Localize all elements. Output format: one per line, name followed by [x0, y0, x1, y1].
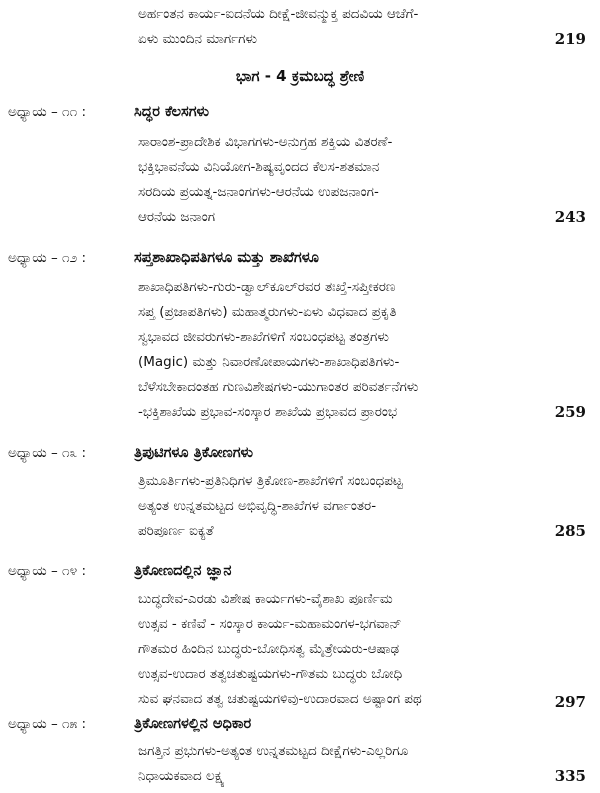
intro-page-number: 219	[554, 30, 586, 48]
chapter-12-line-3: ಸ್ವಭಾವದ ಜೀವರುಗಳು-ಶಾಖೆಗಳಿಗೆ ಸಂಬಂಧಪಟ್ಟ ತಂತ್ರಗಳು	[138, 329, 389, 345]
chapter-15-page-number: 335	[554, 767, 586, 785]
chapter-13-line-2: ಅತ್ಯಂತ ಉನ್ನತಮಟ್ಟದ ಅಭಿವೃದ್ಧಿ-ಶಾಖೆಗಳ ವರ್ಗಾಂತರ-	[138, 498, 377, 514]
chapter-15-title: ತ್ರಿಕೋಣಗಳಲ್ಲಿನ ಅಧಿಕಾರ	[134, 716, 252, 732]
chapter-14-line-4: ಉತ್ಸವ-ಉದಾರ ತತ್ವಚತುಷ್ಟಯಗಳು-ಗೌತಮ ಬುದ್ಧರು ಬೋಧಿ	[138, 666, 403, 682]
chapter-14-page-number: 297	[554, 693, 586, 711]
chapter-11-line-1: ಸಾರಾಂಶ-ಪ್ರಾದೇಶಿಕ ವಿಭಾಗಗಳು-ಅನುಗ್ರಹ ಶಕ್ತಿಯ ವಿತರಣೆ-	[138, 134, 393, 150]
chapter-15-line-1: ಜಗತ್ತಿನ ಪ್ರಭುಗಳು-ಅತ್ಯಂತ ಉನ್ನತಮಟ್ಟದ ದೀಕ್ಷೆಗಳು-ಎಲ್ಲರಿಗೂ	[138, 743, 409, 759]
chapter-11-line-4: ಆರನೆಯ ಜನಾಂಗ	[138, 209, 216, 225]
chapter-12-line-5: ಬೆಳೆಸಬೇಕಾದಂತಹ ಗುಣವಿಶೇಷಗಳು-ಯುಗಾಂತರ ಪರಿವರ್ತನೆಗಳು	[138, 379, 419, 395]
chapter-12-title: ಸಪ್ತಶಾಖಾಧಿಪತಿಗಳೂ ಮತ್ತು ಶಾಖೆಗಳೂ	[134, 250, 319, 266]
chapter-11-page-number: 243	[554, 208, 586, 226]
part-heading: ಭಾಗ - 4 ಕ್ರಮಬದ್ಧ ಶ್ರೇಣಿ	[235, 67, 365, 85]
chapter-15-line-2: ನಿಧಾಯಕವಾದ ಲಕ್ಷ್ಯ	[138, 768, 225, 784]
chapter-13-page-number: 285	[554, 522, 586, 540]
chapter-12-line-6: -ಭಕ್ತಿಶಾಖೆಯ ಪ್ರಭಾವ-ಸಂಸ್ಕಾರ ಶಾಖೆಯ ಪ್ರಭಾವದ ಪ್ರಾರಂಭ	[138, 404, 398, 420]
chapter-14-title: ತ್ರಿಕೋಣದಲ್ಲಿನ ಜ್ಞಾನ	[134, 563, 232, 579]
chapter-13-title: ತ್ರಿಪುಟಿಗಳೂ ತ್ರಿಕೋಣಗಳು	[134, 445, 254, 461]
chapter-15-label: ಅಧ್ಯಾಯ – ೧೫ :	[8, 716, 86, 732]
chapter-12-page-number: 259	[554, 403, 586, 421]
chapter-12-line-1: ಶಾಖಾಧಿಪತಿಗಳು-ಗುರು-ಡ್ವಾಲ್‌ಕೂಲ್‌ರವರ ತಃಖ್ತೆ-ಸಪ್ತೀಕರಣ	[138, 279, 396, 295]
chapter-12-line-2: ಸಪ್ತ (ಪ್ರಜಾಪತಿಗಳು) ಮಹಾತ್ಮರುಗಳು-ಏಳು ವಿಧವಾದ ಪ್ರಕೃತಿ	[138, 304, 397, 320]
chapter-11-label: ಅಧ್ಯಾಯ – ೧೧ :	[8, 104, 86, 120]
chapter-13-line-3: ಪರಿಪೂರ್ಣ ಐಕ್ಯತೆ	[138, 523, 214, 539]
chapter-14-line-2: ಉತ್ಸವ - ಕಣಿವೆ - ಸಂಸ್ಕಾರ ಕಾರ್ಯ-ಮಹಾಮಂಗಳ-ಭಗವಾನ್	[138, 616, 402, 632]
intro-line-2: ಏಳು ಮುಂದಿನ ಮಾರ್ಗಗಳು	[138, 31, 258, 47]
chapter-13-line-1: ತ್ರಿಮೂರ್ತಿಗಳು-ಪ್ರತಿನಿಧಿಗಳ ತ್ರಿಕೋಣ-ಶಾಖೆಗಳಿಗೆ ಸಂಬಂಧಪಟ್ಟ	[138, 473, 403, 489]
chapter-14-line-1: ಬುದ್ಧದೇವ-ಎರಡು ವಿಶೇಷ ಕಾರ್ಯಗಳು-ವೈಶಾಖ ಪೂರ್ಣಿಮ	[138, 591, 393, 607]
chapter-11-line-2: ಭಕ್ತಿಭಾವನೆಯ ವಿನಿಯೋಗ-ಶಿಷ್ಯವೃಂದದ ಕೆಲಸ-ಶತಮಾನ	[138, 159, 380, 175]
chapter-14-line-3: ಗೌತಮರ ಹಿಂದಿನ ಬುದ್ಧರು-ಬೋಧಿಸತ್ವ ಮೈತ್ರೇಯರು-ಆಷಾಢ	[138, 641, 400, 657]
chapter-14-label: ಅಧ್ಯಾಯ – ೧೪ :	[8, 563, 86, 579]
chapter-14-line-5: ಸುವ ಘನವಾದ ತತ್ವ ಚತುಷ್ಟಯಗಳಿವು-ಉದಾರವಾದ ಅಷ್ಟಾಂಗ ಪಥ	[138, 691, 422, 707]
chapter-13-label: ಅಧ್ಯಾಯ – ೧೩ :	[8, 445, 86, 461]
chapter-11-title: ಸಿದ್ಧರ ಕೆಲಸಗಳು	[134, 104, 210, 120]
chapter-11-line-3: ಸರದಿಯ ಪ್ರಯತ್ನ-ಜನಾಂಗಗಳು-ಆರನೆಯ ಉಪಜನಾಂಗ-	[138, 184, 379, 200]
chapter-12-line-4: (Magic) ಮತ್ತು ನಿವಾರಣೋಪಾಯಗಳು-ಶಾಖಾಧಿಪತಿಗಳು-	[138, 354, 400, 370]
chapter-12-label: ಅಧ್ಯಾಯ – ೧೨ :	[8, 250, 86, 266]
intro-line-1: ಅರ್ಹಂತನ ಕಾರ್ಯ-ಐದನೆಯ ದೀಕ್ಷೆ-ಜೀವನ್ಮುಕ್ತ ಪದವಿಯ ಆಚೆಗೆ-	[138, 6, 419, 22]
